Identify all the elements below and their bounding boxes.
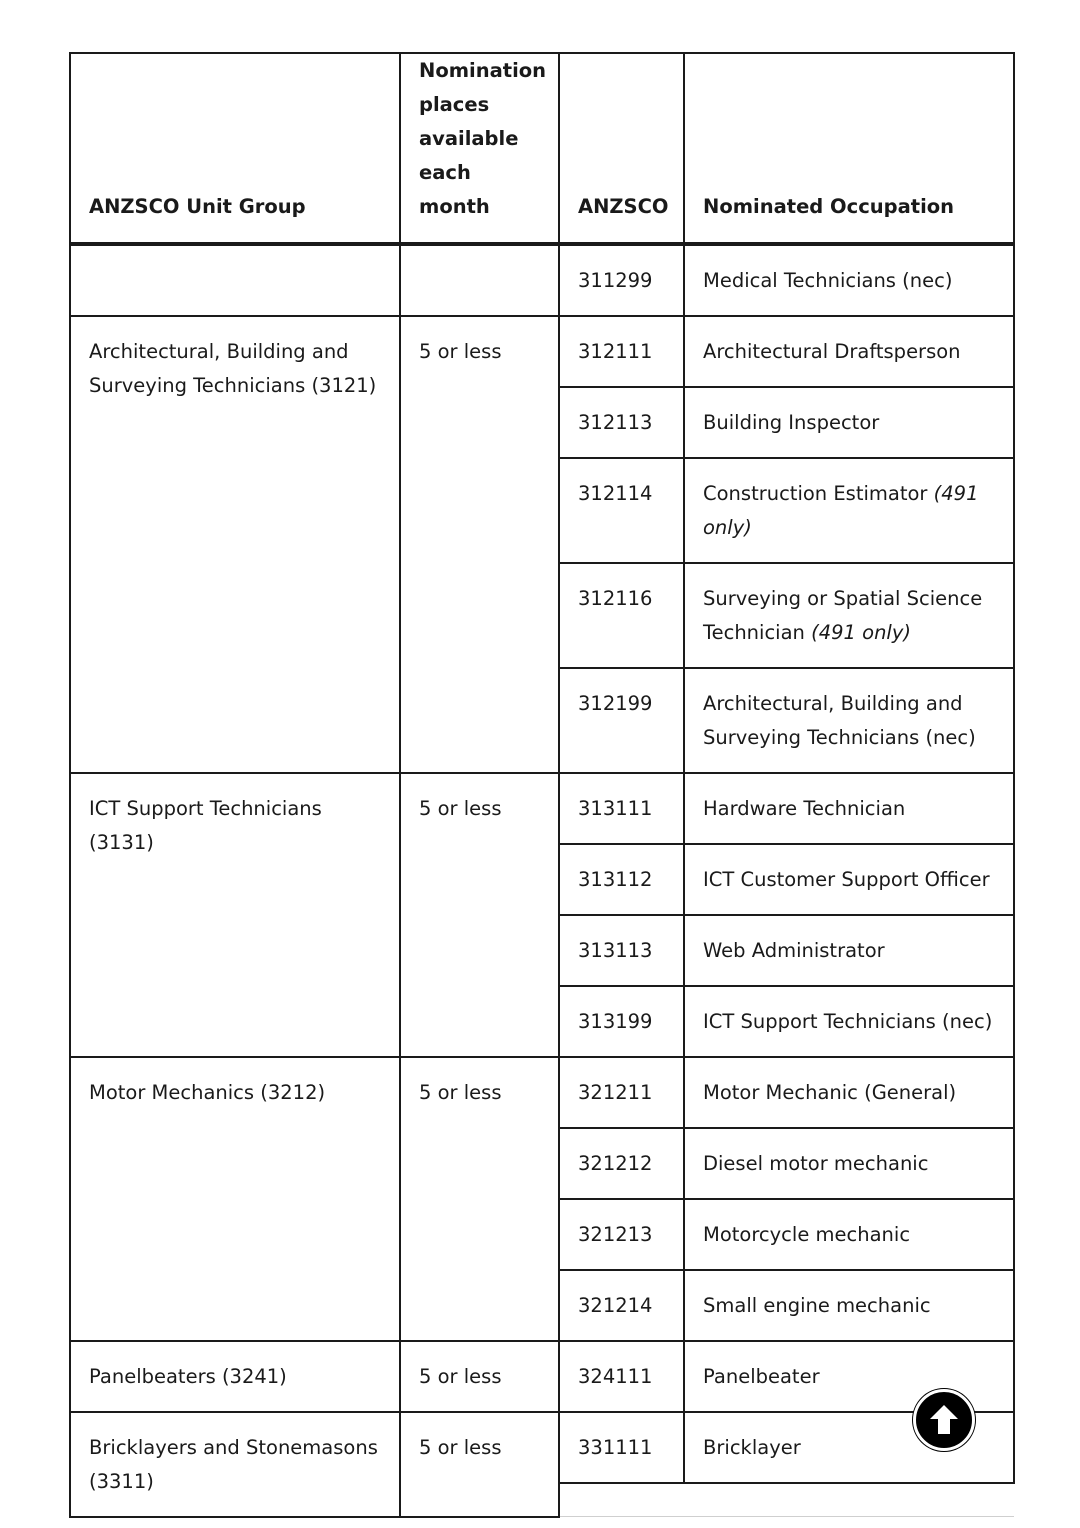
table-row [70, 1057, 1014, 1128]
places-cell: 5 or less [400, 1341, 559, 1412]
occupation-cell [684, 563, 1014, 668]
anzsco-cell: 321211 [559, 1057, 684, 1128]
anzsco-cell: 313199 [559, 986, 684, 1057]
anzsco-cell: 324111 [559, 1341, 684, 1412]
anzsco-cell: 321213 [559, 1199, 684, 1270]
anzsco-cell: 312111 [559, 316, 684, 387]
table-row [70, 244, 1014, 316]
unit-group-cell: Architectural, Building and Surveying Technicians (3121) [70, 316, 400, 773]
occupation-cell: ICT Customer Support Officer [684, 844, 1014, 915]
empty-cell [559, 1483, 1014, 1517]
occupation-cell: Motor Mechanic (General) [684, 1057, 1014, 1128]
unit-group-cell: ICT Support Technicians (3131) [70, 773, 400, 1057]
occupation-cell: Building Inspector [684, 387, 1014, 458]
unit-group-cell: Bricklayers and Stonemasons (3311) [70, 1412, 400, 1517]
anzsco-cell: 312114 [559, 458, 684, 563]
places-cell: 5 or less [400, 773, 559, 1057]
places-cell: 5 or less [400, 1412, 559, 1517]
table-row [70, 316, 1014, 387]
anzsco-cell: 312199 [559, 668, 684, 773]
scroll-to-top-button[interactable] [913, 1389, 975, 1451]
occupation-cell: ICT Support Technicians (nec) [684, 986, 1014, 1057]
anzsco-cell: 311299 [559, 244, 684, 316]
places-cell [400, 244, 559, 316]
unit-group-cell: Motor Mechanics (3212) [70, 1057, 400, 1341]
table-row [70, 1412, 1014, 1483]
occupation-note: (491 only) [811, 621, 911, 644]
header-places: Nomination places available each month [400, 53, 559, 244]
anzsco-cell: 321214 [559, 1270, 684, 1341]
occupation-cell: Medical Technicians (nec) [684, 244, 1014, 316]
anzsco-cell: 331111 [559, 1412, 684, 1483]
occupation-cell: Bricklayer [684, 1412, 1014, 1483]
unit-group-cell: Panelbeaters (3241) [70, 1341, 400, 1412]
occupation-cell: Panelbeater [684, 1341, 1014, 1412]
places-cell: 5 or less [400, 316, 559, 773]
table-row [70, 1341, 1014, 1412]
header-row [70, 53, 1014, 244]
occupation-table [69, 52, 1015, 1518]
header-anzsco: ANZSCO [559, 53, 684, 244]
occupation-cell: Motorcycle mechanic [684, 1199, 1014, 1270]
anzsco-cell: 312116 [559, 563, 684, 668]
occupation-note: (491 only) [703, 482, 979, 539]
unit-group-cell [70, 244, 400, 316]
table-row [70, 773, 1014, 844]
occupation-cell [684, 458, 1014, 563]
occupation-cell: Small engine mechanic [684, 1270, 1014, 1341]
anzsco-cell: 313112 [559, 844, 684, 915]
occupation-cell: Architectural Draftsperson [684, 316, 1014, 387]
occupation-cell: Web Administrator [684, 915, 1014, 986]
places-cell: 5 or less [400, 1057, 559, 1341]
anzsco-cell: 313111 [559, 773, 684, 844]
header-unit-group: ANZSCO Unit Group [70, 53, 400, 244]
occupation-text: Construction Estimator [703, 482, 928, 505]
occupation-cell: Architectural, Building and Surveying Technicians (nec) [684, 668, 1014, 773]
occupation-text: Surveying or Spatial Science Technician [703, 587, 983, 644]
occupation-cell: Hardware Technician [684, 773, 1014, 844]
anzsco-cell: 321212 [559, 1128, 684, 1199]
arrow-up-icon [924, 1400, 964, 1440]
anzsco-cell: 313113 [559, 915, 684, 986]
anzsco-cell: 312113 [559, 387, 684, 458]
occupation-cell: Diesel motor mechanic [684, 1128, 1014, 1199]
header-occupation: Nominated Occupation [684, 53, 1014, 244]
